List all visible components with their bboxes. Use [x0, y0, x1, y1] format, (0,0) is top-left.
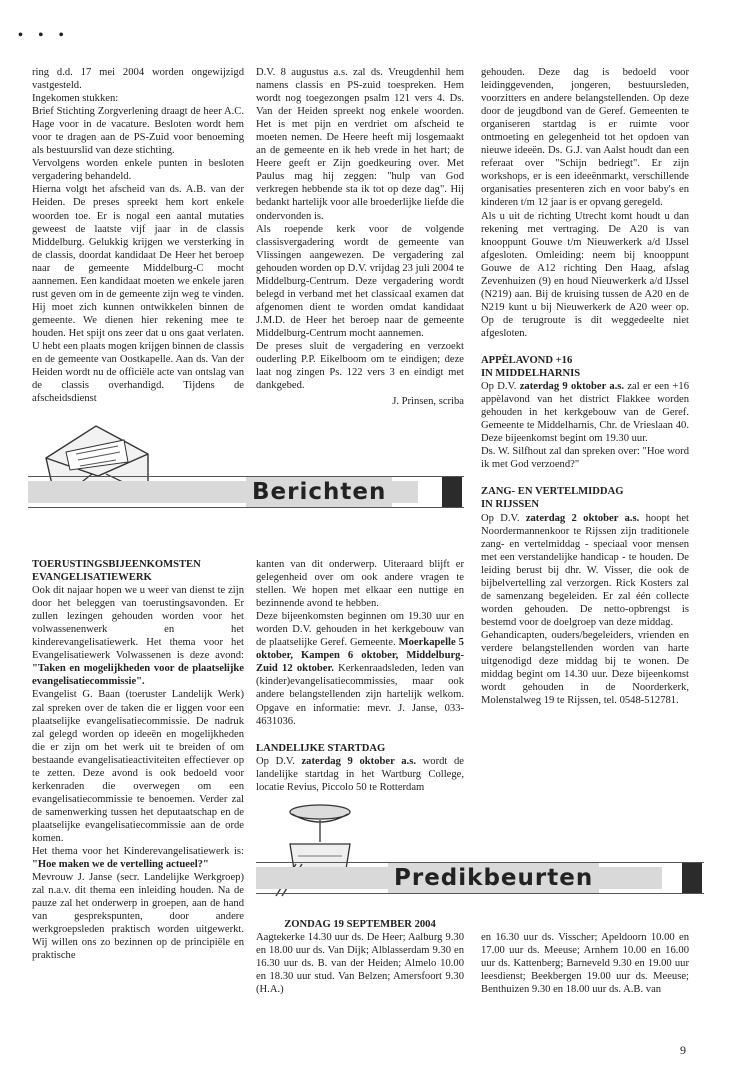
- paragraph: [481, 380, 689, 445]
- banner-square: [442, 477, 462, 507]
- paragraph: Vervolgens worden enkele punten in besloten vergadering behandeld.: [32, 158, 244, 183]
- predikbeurten-banner: [256, 800, 704, 902]
- text: Ook dit najaar hopen we u weer van dienst te zijn door het beleggen van toerustingsavonden. Er zullen lezingen gehouden worden voor het volwassenenwerk en het kinderevangelisatiewerk. Het thema voor het Evangelisatiewerk Volwassenen is deze avond:: [32, 585, 244, 662]
- toerusting-heading: [32, 558, 244, 584]
- predik-right: [481, 931, 689, 996]
- berichten-title: Berichten: [246, 477, 392, 507]
- signature: J. Prinsen, scriba: [392, 396, 464, 408]
- paragraph: Evangelist G. Baan (toeruster Landelijk Werk) zal spreken over de taken die er liggen voor een plaatselijke evangelisatiecommissie. De nadruk zal gelegd worden op ideeën en mogelijkheden die er zijn om het werk uit te breiden of om bestaande evangelisatieactiviteiten effectiever op te zetten. Deze avond is ook bedoeld voor kerkenraden die overwegen om een evangelisatiecommissie te benoemen. Verder zal de samenwerking tussen het deputaatschap en de plaatselijke evangelisatiecommissie aan de orde komen.: [32, 689, 244, 844]
- zang-heading-line1: ZANG- EN VERTELMIDDAG: [481, 486, 624, 498]
- toerusting-heading-line1: TOERUSTINGSBIJEENKOMSTEN: [32, 559, 201, 570]
- text: zal er een +16 appèlavond van het district Flakkee worden gehouden in het kerkgebouw van de Geref. Gemeente te Middelharnis, Chr. de Vrieslaan 40. Deze bijeenkomst begint om 19.30 uur.: [481, 381, 689, 445]
- paragraph: ring d.d. 17 mei 2004 worden ongewijzigd vastgesteld.: [32, 67, 244, 92]
- berichten-bar: [28, 476, 464, 508]
- meeting-dates: Moerkapelle 5 oktober, Kampen 6 oktober, Middelburg-Zuid 12 oktober.: [256, 637, 464, 675]
- paragraph: [32, 845, 244, 871]
- banner-square: [682, 863, 702, 893]
- paragraph: Ds. W. Silfhout zal dan spreken over: "Hoe word ik met God verzoend?": [481, 446, 689, 471]
- theme-title: "Hoe maken we de vertelling actueel?": [32, 859, 209, 871]
- predikbeurten-title: Predikbeurten: [388, 863, 599, 893]
- paragraph: [481, 512, 689, 629]
- zang-heading: [481, 485, 689, 511]
- paragraph: [32, 584, 244, 688]
- appel-heading-line1: APPÈLAVOND +16: [481, 354, 573, 366]
- event-date: zaterdag 9 oktober a.s.: [519, 381, 625, 393]
- paragraph: D.V. 8 augustus a.s. zal ds. Vreugdenhil hem namens classis en PS-zuid toespreken. Hem wordt nog toegezongen psalm 121 vers 4. Ds. Van der Heiden spreekt nog enkele woorden. Het is met pijn en verdriet om afscheid te moeten nemen. De Heere heeft mij losgemaakt an de gemeente en ik heb vrede in het hart; de Heere geeft er Zijn goedkeuring over. Met Paulus mag hij zeggen: "hulp van God verkregen hebbende sta ik tot op deze dag". Hij bedankt hartelijk voor alle broederlijke liefde die ondervonden is.: [256, 67, 464, 222]
- text: Deze bijeenkomsten beginnen om 19.30 uur en worden D.V. gehouden in het kerkgebouw van de plaatselijke Geref. Gemeente.: [256, 611, 464, 649]
- paragraph: Als roepende kerk voor de volgende classisvergadering wordt de gemeente van Vlissingen aangewezen. De vergadering zal gehouden worden op D.V. vrijdag 23 juli 2004 te Middelburg-Centrum. Deze vergadering wordt belegd in verband met het classicaal examen dat afgenomen dient te worden omdat kandidaat J.M.D. de Heer het beroep naar de gemeente Middelburg-Centrum mocht aannemen.: [256, 223, 464, 339]
- event-date: zaterdag 2 oktober a.s.: [525, 512, 640, 524]
- column-1-bottom: [32, 558, 244, 962]
- text: Op D.V.: [481, 512, 526, 524]
- paragraph: Aagtekerke 14.30 uur ds. De Heer; Aalburg 9.30 en 18.00 uur ds. Van Dijk; Alblasserdam 9.30 en 16.30 uur ds. B. van der Heiden; Almelo 10.00 en 18.30 uur stud. Van Belzen; Amersfoort 9.30 (H.A.): [256, 932, 464, 996]
- page-number: 9: [680, 1043, 686, 1057]
- text: Op D.V.: [256, 755, 302, 767]
- paragraph: De preses sluit de vergadering en verzoekt ouderling P.P. Eikelboom om te eindigen; deze laat nog zingen Ps. 122 vers 3 en eindigt met dankgebed.: [256, 340, 464, 392]
- text: wordt de landelijke startdag in het Wartburg College, locatie Revius, Piccolo 50 te Rotterdam: [256, 755, 464, 793]
- zang-heading-line2: IN RIJSSEN: [481, 499, 539, 511]
- predik-heading: ZONDAG 19 SEPTEMBER 2004: [284, 919, 436, 930]
- appel-heading-line2: IN MIDDELHARNIS: [481, 368, 581, 380]
- berichten-banner: [28, 418, 464, 528]
- predik-left: [256, 918, 464, 996]
- appel-heading: [481, 354, 689, 380]
- paragraph: Brief Stichting Zorgverlening draagt de heer A.C. Hage voor in de vacature. Besloten wordt hem voor te dragen aan de PS-Zuid voor benoeming als bestuurslid van deze stichting.: [32, 106, 244, 157]
- paragraph: en 16.30 uur ds. Visscher; Apeldoorn 10.00 en 17.00 uur ds. Meeuse; Arnhem 10.00 en 16.00 uur ds. Kattenberg; Barneveld 9.30 en 19.00 uur leesdienst; Beekbergen 19.00 uur ds. Meeuse; Benthuizen 9.30 en 18.00 uur ds. A.B. van: [481, 932, 689, 996]
- header-marks: • • •: [18, 28, 70, 43]
- paragraph: Hierna volgt het afscheid van ds. A.B. van der Heiden. De preses spreekt hem kort enkele woorden toe. Er is nogal een aantal mutaties geweest de laatste vijf jaar in de classis Middelburg. Gelukkig krijgen we versterking in de classis, doordat kandidaat De Heer het beroep naar de gemeente Middelburg-C mocht aannemen. Een kandidaat moeten we enkele jaren rust geven om in de gemeente zijn weg te vinden. Hij moet zich kunnen ontwikkelen binnen de gemeente. We dienen hier rekening mee te houden. Het spijt ons zeer dat u ons gaat verlaten. U hebt een plaats mogen krijgen binnen de classis en de gemeente van Oostkapelle. Aan ds. Van der Heiden wordt nu de officiële acte van ontslag van de classis overhandigd. Tijdens de afscheidsdienst: [32, 184, 244, 405]
- startdag-heading: LANDELIJKE STARTDAG: [256, 742, 386, 754]
- event-date: zaterdag 9 oktober a.s.: [301, 755, 416, 767]
- paragraph: kanten van dit onderwerp. Uiteraard blijft er gelegenheid over om ook andere vragen te stellen. We hopen met elkaar een nuttige en bezinnende avond te hebben.: [256, 559, 464, 610]
- text: Het thema voor het Kinderevangelisatiewerk is:: [32, 846, 244, 858]
- paragraph: Als u uit de richting Utrecht komt houdt u dan rekening met vertraging. De A20 is van knooppunt Gouwe t/m Nieuwerkerk a/d IJssel afgesloten. Omleiding: neem bij knooppunt Gouwe de A12 richting Den Haag, afslag Zevenhuizen (9) en houd Nieuwerkerk a/d IJssel (N219) aan. Bij de kruising tussen de A20 en de N219 kunt u bij Nieuwerkerk de A20 weer op. Op de terugroute is dit weggedeelte niet afgesloten.: [481, 210, 689, 339]
- paragraph: Mevrouw J. Janse (secr. Landelijke Werkgroep) zal n.a.v. dit thema een inleiding houden. Na de pauze zal het onderwerp in groepen, aan de hand van gesprekspunten, door andere werkgroepsleden praktisch worden uitgewerkt. Wij willen ons zo bezinnen op de principiële en praktische: [32, 872, 244, 962]
- theme-title: "Taken en mogelijkheden voor de plaatselijke evangelisatiecommissie".: [32, 663, 244, 688]
- toerusting-heading-line2: EVANGELISATIEWERK: [32, 572, 152, 584]
- paragraph: Gehandicapten, ouders/begeleiders, vrienden en verdere belangstellenden worden van harte uitgenodigd deze middag bij te wonen. De middag begint om 14.30 uur. Deze bijeenkomst wordt gehouden in de Noorderkerk, Molenstalweg 19 te Rijssen, tel. 0548-512781.: [481, 629, 689, 707]
- column-2-top: [256, 66, 464, 408]
- column-1-top: [32, 66, 244, 405]
- predikbeurten-bar: [256, 862, 704, 894]
- text: hoopt het Noordermannenkoor te Rijssen zijn traditionele zang- en vertelmiddag - speciaal voor mensen met een verstandelijke handicap - te houden. De leiding berust bij dhr. W. Visser, die ook de bijbelvertelling zal verzorgen. Rick Kosters zal de samenzang begeleiden. Er zal één collecte worden gehouden. De netto-opbrengst is bestemd voor de doelgroep van deze middag.: [481, 512, 689, 628]
- paragraph: [256, 755, 464, 794]
- paragraph: Ingekomen stukken:: [32, 93, 119, 105]
- text: Kerkenraadsleden, leden van (kinder)evangelisatiecommissies, maar ook andere belangstellenden zijn hartelijk welkom. Opgave en informatie: mevr. J. Janse, 033-4631036.: [256, 663, 464, 727]
- paragraph: [256, 610, 464, 727]
- paragraph: gehouden. Deze dag is bedoeld voor leidinggevenden, jongeren, bestuursleden, voorzitters en andere belangstellenden. Op deze door de jeugdbond van de Geref. Gemeenten te organiseren startdag is er ruimte voor ontmoeting en gelegenheid tot het opdoen van nieuwe ideeën. Ds. G.J. van Aalst houdt dan een referaat over "Schijn bedriegt". Er zijn workshops, er is een ideeënmarkt, verschillende organisaties presenteren zich en voor baby's en kinderen t/m 12 jaar is er opvang geregeld.: [481, 67, 689, 209]
- text: Op D.V.: [481, 381, 520, 393]
- column-2-bottom: [256, 558, 464, 794]
- column-3-top: [481, 66, 689, 707]
